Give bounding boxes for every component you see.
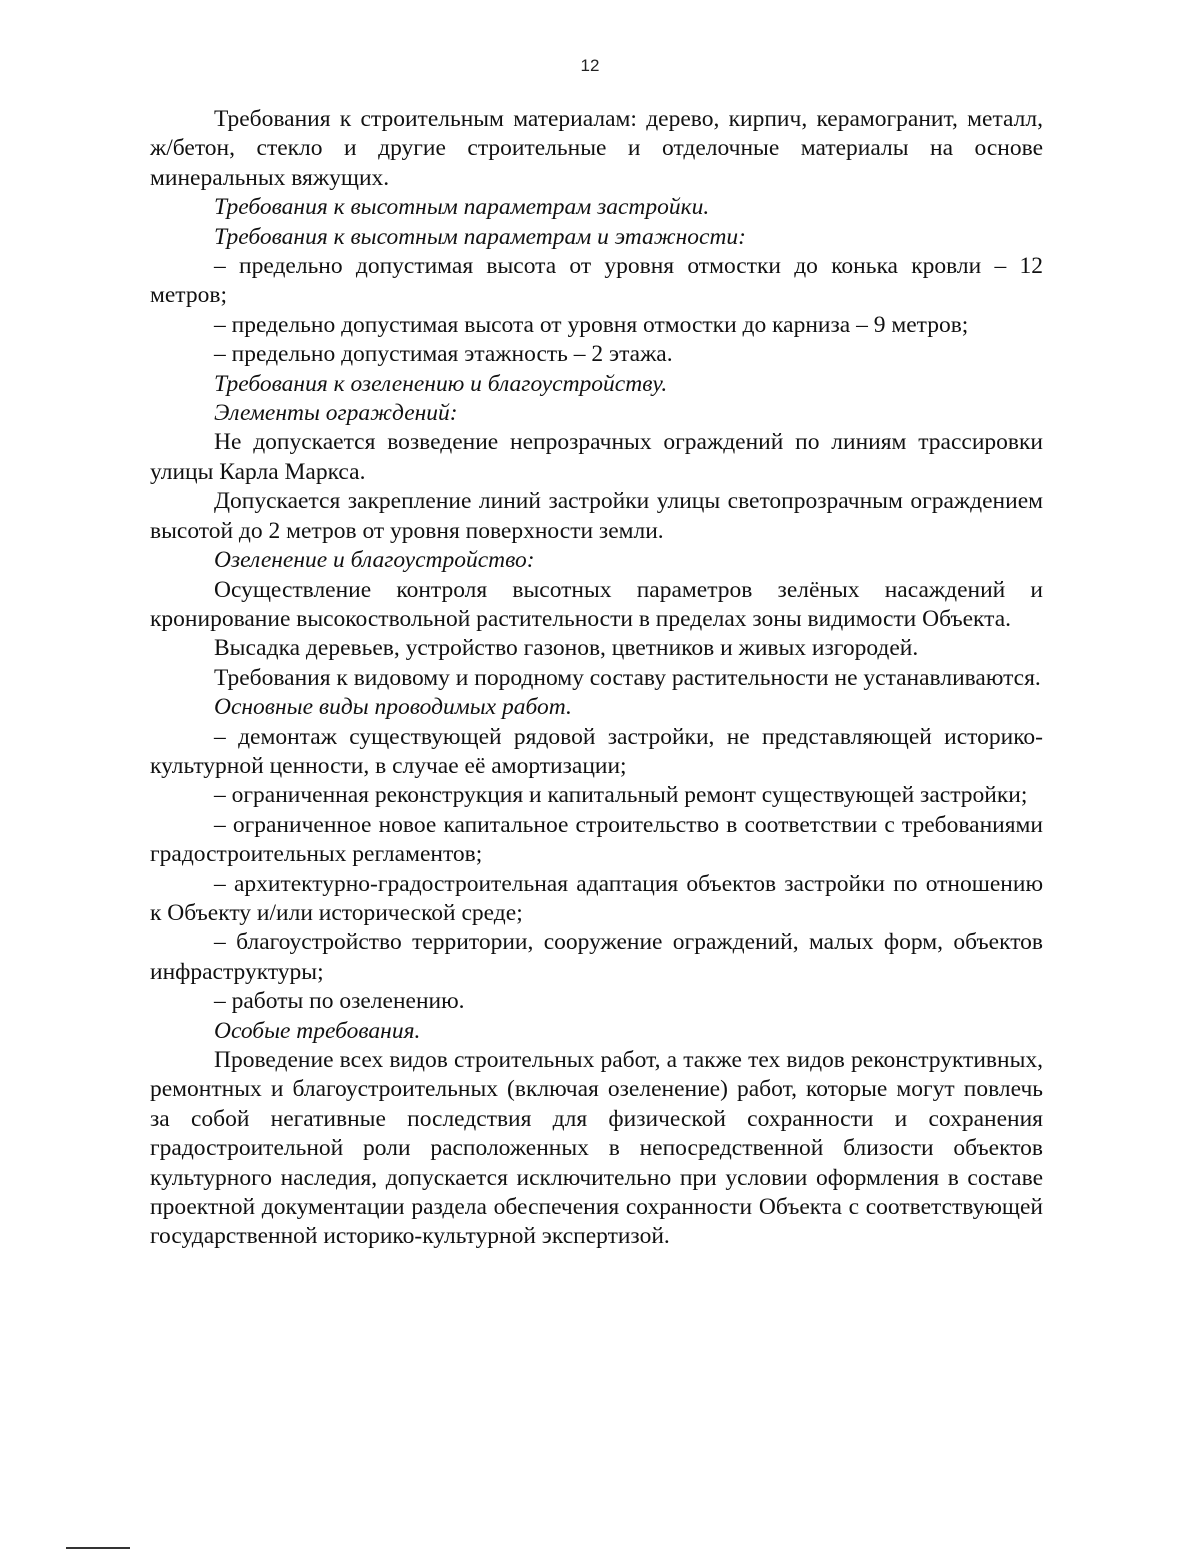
paragraph: Не допускается возведение непрозрачных ограждений по линиям трассировки улицы Карла Маркса.: [150, 429, 1043, 485]
list-item: – ограниченная реконструкция и капитальный ремонт существующей застройки;: [214, 782, 1028, 809]
paragraph: Высадка деревьев, устройство газонов, цветников и живых изгородей.: [214, 635, 919, 662]
list-item: – ограниченное новое капитальное строительство в соответствии с требованиями градостроительных регламентов;: [150, 811, 1043, 868]
page-number: 12: [580, 56, 600, 75]
paragraph: Требования к строительным материалам: дерево, кирпич, керамогранит, металл, ж/бетон, стекло и другие строительные и отделочные материалы на основе минеральных вяжущих.: [150, 106, 1043, 191]
list-item: – благоустройство территории, сооружение ограждений, малых форм, объектов инфраструктуры;: [150, 929, 1043, 985]
footnote-divider: [66, 1547, 130, 1549]
list-item: – работы по озеленению.: [214, 988, 465, 1015]
paragraph: Осуществление контроля высотных параметров зелёных насаждений и кронирование высокоствольной растительности в пределах зоны видимости Объекта.: [150, 576, 1043, 632]
section-heading: Требования к высотным параметрам и этажности:: [214, 223, 746, 250]
section-heading: Основные виды проводимых работ.: [214, 694, 572, 721]
paragraph: Допускается закрепление линий застройки улицы светопрозрачным ограждением высотой до 2 метров от уровня поверхности земли.: [150, 488, 1043, 544]
paragraph: Проведение всех видов строительных работ, а также тех видов реконструктивных, ремонтных и благоустроительных (включая озеленение) работ, которые могут повлечь за собой негативные последствия для физической сохранности и сохранения градостроительной роли расположенных в непосредственной близости объектов культурного наследия, допускается исключительно при условии оформления в составе проектной документации раздела обеспечения сохранности Объекта с соответствующей государственной историко-культурной экспертизой.: [150, 1047, 1043, 1250]
section-heading: Особые требования.: [214, 1017, 421, 1044]
section-heading: Требования к озеленению и благоустройству.: [214, 370, 668, 397]
section-heading: Озеленение и благоустройство:: [214, 547, 535, 574]
list-item: – архитектурно-градостроительная адаптация объектов застройки по отношению к Объекту и/или исторической среде;: [150, 870, 1043, 926]
document-body: [150, 105, 1043, 1252]
paragraph: Требования к видовому и породному составу растительности не устанавливаются.: [214, 664, 1041, 691]
list-item: – предельно допустимая этажность – 2 этажа.: [214, 341, 673, 368]
list-item: – предельно допустимая высота от уровня отмостки до конька кровли – 12 метров;: [150, 253, 1043, 309]
list-item: – предельно допустимая высота от уровня отмостки до карниза – 9 метров;: [214, 311, 969, 338]
section-heading: Элементы ограждений:: [214, 400, 458, 427]
section-heading: Требования к высотным параметрам застройки.: [214, 194, 710, 221]
list-item: – демонтаж существующей рядовой застройки, не представляющей историко-культурной ценности, в случае её амортизации;: [150, 723, 1043, 779]
